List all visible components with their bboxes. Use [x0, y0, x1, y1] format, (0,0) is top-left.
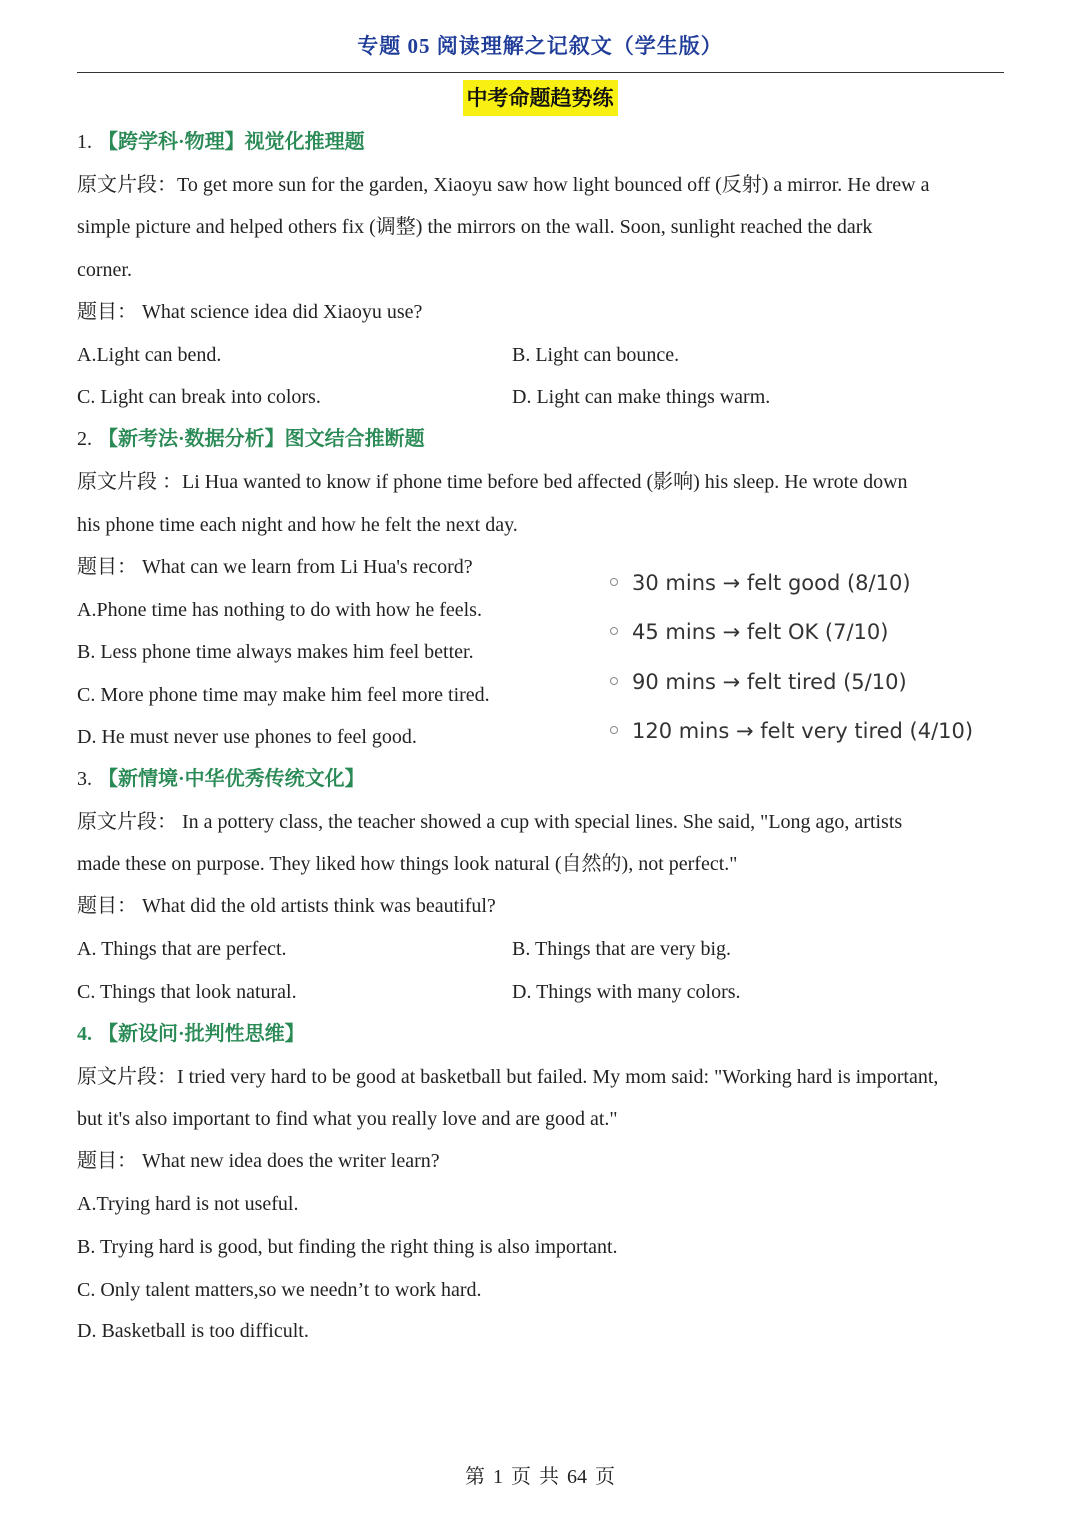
q3-option-d: D. Things with many colors.: [512, 981, 741, 1003]
q4-passage-line-1: 原文片段：I tried very hard to be good at basketball but failed. My mom said: "Working hard is important,: [77, 1066, 939, 1088]
page-footer: [0, 1460, 1080, 1489]
q2-question: 题目： What can we learn from Li Hua's record?: [77, 556, 473, 578]
q2-passage-line-1: 原文片段 ：Li Hua wanted to know if phone time before bed affected (影响) his sleep. He wrote down: [77, 471, 908, 493]
footer-page-number: 1: [493, 1466, 503, 1488]
q1-option-c: C. Light can break into colors.: [77, 386, 321, 408]
footer-label-ye: 页: [511, 1466, 531, 1488]
q2-option-b: B. Less phone time always makes him feel better.: [77, 641, 474, 663]
q1-tag: 【跨学科·物理】视觉化推理题: [98, 131, 365, 153]
q4-tag: 【新设问·批判性思维】: [98, 1023, 305, 1045]
q4-option-c: C. Only talent matters,so we needn’t to work hard.: [77, 1279, 482, 1301]
q3-option-c: C. Things that look natural.: [77, 981, 297, 1003]
q1-question: 题目： What science idea did Xiaoyu use?: [77, 301, 423, 323]
q4-heading: [77, 1020, 305, 1048]
q2-tag: 【新考法·数据分析】图文结合推断题: [98, 428, 425, 450]
q1-passage-line-1: 原文片段：To get more sun for the garden, Xiaoyu saw how light bounced off (反射) a mirror. He drew a: [77, 174, 930, 196]
q2-number: 2.: [77, 428, 92, 450]
q1-option-d: D. Light can make things warm.: [512, 386, 771, 408]
q1-passage-line-3: corner.: [77, 259, 132, 281]
bullet-circle-icon: [610, 726, 618, 734]
q3-option-a: A. Things that are perfect.: [77, 938, 287, 960]
phone-time-record-list: [610, 568, 973, 765]
footer-label-ye-2: 页: [595, 1466, 615, 1488]
q4-option-b: B. Trying hard is good, but finding the right thing is also important.: [77, 1236, 618, 1258]
section-subtitle: 中考命题趋势练: [463, 80, 618, 116]
footer-label-di: 第: [465, 1466, 485, 1488]
footer-label-gong: 共: [539, 1466, 559, 1488]
bullet-circle-icon: [610, 627, 618, 635]
q3-heading: [77, 765, 365, 793]
q3-passage-line-2: made these on purpose. They liked how things look natural (自然的), not perfect.": [77, 853, 738, 875]
record-text: 30 mins → felt good (8/10): [632, 571, 911, 595]
q1-number: 1.: [77, 131, 92, 153]
q2-option-d: D. He must never use phones to feel good.: [77, 726, 417, 748]
record-item: [610, 667, 973, 716]
q3-number: 3.: [77, 768, 92, 790]
q3-passage-line-1: 原文片段： In a pottery class, the teacher showed a cup with special lines. She said, "Long ago, artists: [77, 811, 903, 833]
q4-option-d: D. Basketball is too difficult.: [77, 1320, 309, 1342]
q4-number: 4.: [77, 1023, 92, 1045]
q4-question: 题目： What new idea does the writer learn?: [77, 1150, 440, 1172]
header-divider: [77, 72, 1004, 73]
bullet-circle-icon: [610, 677, 618, 685]
q2-option-a: A.Phone time has nothing to do with how he feels.: [77, 599, 482, 621]
q1-option-b: B. Light can bounce.: [512, 344, 680, 366]
q3-tag: 【新情境·中华优秀传统文化】: [98, 768, 365, 790]
document-title: 专题 05 阅读理解之记叙文（学生版）: [357, 34, 723, 58]
q4-option-a: A.Trying hard is not useful.: [77, 1193, 299, 1215]
q1-passage-line-2: simple picture and helped others fix (调整) the mirrors on the wall. Soon, sunlight reached the dark: [77, 216, 873, 238]
q1-heading: [77, 128, 365, 156]
q4-passage-line-2: but it's also important to find what you really love and are good at.": [77, 1108, 618, 1130]
record-item: [610, 568, 973, 617]
q2-heading: [77, 425, 425, 453]
q2-option-c: C. More phone time may make him feel more tired.: [77, 684, 490, 706]
q1-option-a: A.Light can bend.: [77, 344, 222, 366]
subtitle-container: [0, 80, 1080, 116]
record-item: [610, 716, 973, 765]
q3-question: 题目： What did the old artists think was beautiful?: [77, 895, 496, 917]
q2-passage-line-2: his phone time each night and how he felt the next day.: [77, 514, 518, 536]
record-text: 90 mins → felt tired (5/10): [632, 669, 907, 694]
record-text: 120 mins → felt very tired (4/10): [632, 718, 974, 743]
footer-page-total: 64: [567, 1466, 587, 1488]
q3-option-b: B. Things that are very big.: [512, 938, 732, 960]
bullet-circle-icon: [610, 578, 618, 586]
record-item: [610, 617, 973, 666]
record-text: 45 mins → felt OK (7/10): [632, 620, 889, 645]
